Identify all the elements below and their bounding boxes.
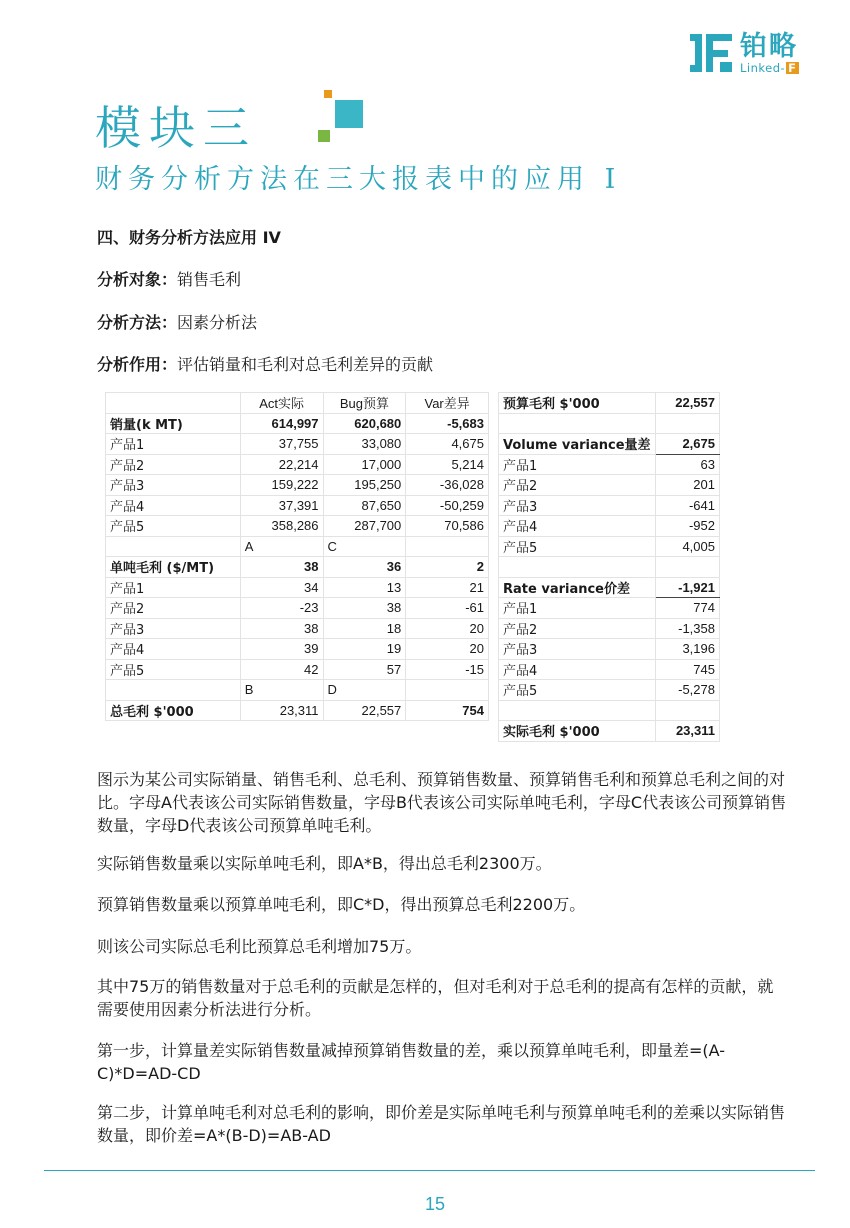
table-cell — [106, 536, 241, 557]
table-cell: 4,675 — [406, 434, 489, 455]
marker-cell-d: D — [323, 680, 406, 701]
module-subtitle: 财务分析方法在三大报表中的应用 Ⅰ — [95, 164, 622, 195]
footer-divider — [44, 1170, 815, 1171]
table-row — [106, 618, 489, 639]
table-row — [499, 598, 720, 619]
table-row — [106, 577, 489, 598]
table-row — [106, 434, 489, 455]
logo-chinese-text: 铂略 — [740, 31, 798, 62]
analysis-method-value: 因素分析法 — [177, 313, 258, 332]
row-label: 产品4 — [106, 495, 241, 516]
table-cell: -15 — [406, 659, 489, 680]
table-cell — [655, 413, 719, 434]
table-row — [106, 454, 489, 475]
table-cell: -641 — [655, 495, 719, 516]
table-cell: 754 — [406, 700, 489, 721]
marker-row — [106, 536, 489, 557]
spacer-row — [499, 413, 720, 434]
row-label: 产品4 — [106, 639, 241, 660]
table-row — [106, 475, 489, 496]
row-label: 产品5 — [106, 659, 241, 680]
gross-profit-row — [106, 700, 489, 721]
table-cell: 42 — [240, 659, 323, 680]
logo-f-badge: F — [788, 61, 797, 75]
row-label: 产品1 — [106, 577, 241, 598]
table-cell: 159,222 — [240, 475, 323, 496]
spacer-row — [499, 700, 720, 721]
row-label: 产品5 — [499, 680, 656, 701]
actual-margin-row — [499, 721, 720, 742]
table-cell: 5,214 — [406, 454, 489, 475]
table-row — [499, 454, 720, 475]
table-cell: 21 — [406, 577, 489, 598]
volume-variance-row — [499, 434, 720, 455]
row-label: 产品4 — [499, 516, 656, 537]
row-label: 产品3 — [106, 475, 241, 496]
row-label: 预算毛利 $'000 — [499, 393, 656, 414]
table-cell — [499, 413, 656, 434]
table-cell: 201 — [655, 475, 719, 496]
table-row — [106, 516, 489, 537]
table-cell: 2 — [406, 557, 489, 578]
table-row — [499, 639, 720, 660]
table-cell: 13 — [323, 577, 406, 598]
table-row — [106, 659, 489, 680]
table-row — [106, 495, 489, 516]
decor-square-orange — [324, 90, 332, 98]
row-label: 产品1 — [499, 598, 656, 619]
row-label: 单吨毛利 ($/MT) — [106, 557, 241, 578]
body-paragraph: 其中75万的销售数量对于总毛利的贡献是怎样的，但对毛利对于总毛利的提高有怎样的贡献，就需要使用因素分析法进行分析。 — [97, 977, 774, 1019]
table-cell: 37,391 — [240, 495, 323, 516]
table-cell: 20 — [406, 639, 489, 660]
table-cell: 63 — [655, 454, 719, 475]
row-label: 产品1 — [106, 434, 241, 455]
row-label: 产品2 — [499, 618, 656, 639]
table-cell: -36,028 — [406, 475, 489, 496]
table-cell: 287,700 — [323, 516, 406, 537]
variance-table — [498, 392, 720, 742]
table-cell: 23,311 — [655, 721, 719, 742]
logo-english-text — [740, 62, 799, 75]
row-label: 实际毛利 $'000 — [499, 721, 656, 742]
table-cell: 614,997 — [240, 413, 323, 434]
table-cell: 3,196 — [655, 639, 719, 660]
row-label: 产品2 — [499, 475, 656, 496]
analysis-object-value: 销售毛利 — [177, 270, 242, 289]
table-cell: 34 — [240, 577, 323, 598]
table-cell: 19 — [323, 639, 406, 660]
table-cell: 620,680 — [323, 413, 406, 434]
page-number: 15 — [424, 1194, 446, 1214]
header-cell: Act实际 — [240, 393, 323, 414]
analysis-method-line — [97, 312, 257, 334]
body-paragraph: 实际销售数量乘以实际单吨毛利，即A*B，得出总毛利2300万。 — [97, 854, 552, 873]
decor-square-green — [318, 130, 330, 142]
row-label: Rate variance价差 — [499, 577, 656, 598]
table-cell: -1,358 — [655, 618, 719, 639]
table-cell — [406, 536, 489, 557]
table-cell: 33,080 — [323, 434, 406, 455]
table-cell: 57 — [323, 659, 406, 680]
header-cell — [106, 393, 241, 414]
row-label: 总毛利 $'000 — [106, 700, 241, 721]
row-label: 产品3 — [499, 495, 656, 516]
table-row — [499, 659, 720, 680]
row-label: 产品3 — [499, 639, 656, 660]
volume-total-row — [106, 413, 489, 434]
analysis-method-label: 分析方法： — [97, 313, 178, 332]
table-cell: 20 — [406, 618, 489, 639]
table-cell: 4,005 — [655, 536, 719, 557]
header-cell: Var差异 — [406, 393, 489, 414]
header-cell: Bug预算 — [323, 393, 406, 414]
module-title: 模块三 — [95, 101, 257, 155]
table-cell: 17,000 — [323, 454, 406, 475]
table-cell: -50,259 — [406, 495, 489, 516]
table-cell: 774 — [655, 598, 719, 619]
table-row — [499, 536, 720, 557]
table-cell: -952 — [655, 516, 719, 537]
rate-variance-row — [499, 577, 720, 598]
marker-cell-b: B — [240, 680, 323, 701]
table-row — [499, 495, 720, 516]
table-cell: -5,683 — [406, 413, 489, 434]
table-cell: 2,675 — [655, 434, 719, 455]
body-paragraph: 第一步，计算量差实际销售数量减掉预算销售数量的差，乘以预算单吨毛利，即量差=(A-C)*D=AD-CD — [97, 1041, 726, 1083]
section-heading: 四、财务分析方法应用 IV — [97, 228, 281, 247]
table-cell: 38 — [323, 598, 406, 619]
table-row — [499, 680, 720, 701]
logo-en-word: Linked- — [740, 61, 786, 75]
row-label: 产品2 — [106, 454, 241, 475]
budget-margin-row — [499, 393, 720, 414]
analysis-purpose-value: 评估销量和毛利对总毛利差异的贡献 — [177, 355, 434, 374]
table-cell: 22,557 — [655, 393, 719, 414]
table-cell: 18 — [323, 618, 406, 639]
analysis-purpose-label: 分析作用： — [97, 355, 178, 374]
body-paragraph: 第二步，计算单吨毛利对总毛利的影响，即价差是实际单吨毛利与预算单吨毛利的差乘以实际销售数量，即价差=A*(B-D)=AB-AD — [97, 1103, 786, 1145]
body-paragraph: 则该公司实际总毛利比预算总毛利增加75万。 — [97, 937, 422, 956]
row-label: Volume variance量差 — [499, 434, 656, 455]
row-label: 产品5 — [499, 536, 656, 557]
row-label: 产品3 — [106, 618, 241, 639]
body-paragraph: 图示为某公司实际销量、销售毛利、总毛利、预算销售数量、预算销售毛利和预算总毛利之间的对比。字母A代表该公司实际销售数量，字母B代表该公司实际单吨毛利，字母C代表该公司预算销售数量，字母D代表该公司预算单吨毛利。 — [97, 770, 787, 835]
table-cell — [655, 557, 719, 578]
table-cell: 358,286 — [240, 516, 323, 537]
marker-cell-a: A — [240, 536, 323, 557]
table-cell: 745 — [655, 659, 719, 680]
table-cell: 38 — [240, 618, 323, 639]
table-cell: -61 — [406, 598, 489, 619]
table-cell: 23,311 — [240, 700, 323, 721]
body-paragraph: 预算销售数量乘以预算单吨毛利，即C*D，得出预算总毛利2200万。 — [97, 895, 586, 914]
table-cell: 37,755 — [240, 434, 323, 455]
decor-square-teal — [335, 100, 363, 128]
table-cell: 38 — [240, 557, 323, 578]
margin-total-row — [106, 557, 489, 578]
table-cell: 70,586 — [406, 516, 489, 537]
analysis-object-label: 分析对象： — [97, 270, 178, 289]
table-cell — [499, 557, 656, 578]
table-row — [106, 598, 489, 619]
table-cell — [499, 700, 656, 721]
table-cell: -23 — [240, 598, 323, 619]
marker-cell-c: C — [323, 536, 406, 557]
table-header-row — [106, 393, 489, 414]
table-cell: 22,557 — [323, 700, 406, 721]
row-label: 产品1 — [499, 454, 656, 475]
table-row — [499, 618, 720, 639]
spacer-row — [499, 557, 720, 578]
table-cell: 39 — [240, 639, 323, 660]
analysis-purpose-line — [97, 354, 433, 376]
table-cell: 87,650 — [323, 495, 406, 516]
table-cell: 22,214 — [240, 454, 323, 475]
row-label: 产品2 — [106, 598, 241, 619]
row-label: 销量(k MT) — [106, 413, 241, 434]
linked-f-logo — [690, 32, 815, 78]
table-row — [106, 639, 489, 660]
row-label: 产品5 — [106, 516, 241, 537]
table-row — [499, 475, 720, 496]
table-cell: 195,250 — [323, 475, 406, 496]
table-cell: -5,278 — [655, 680, 719, 701]
logo-mark-icon — [690, 32, 734, 74]
analysis-object-line — [97, 269, 241, 291]
table-cell: -1,921 — [655, 577, 719, 598]
table-cell: 36 — [323, 557, 406, 578]
table-cell — [655, 700, 719, 721]
table-cell — [106, 680, 241, 701]
marker-row — [106, 680, 489, 701]
table-cell — [406, 680, 489, 701]
sales-margin-table — [105, 392, 489, 721]
row-label: 产品4 — [499, 659, 656, 680]
table-row — [499, 516, 720, 537]
